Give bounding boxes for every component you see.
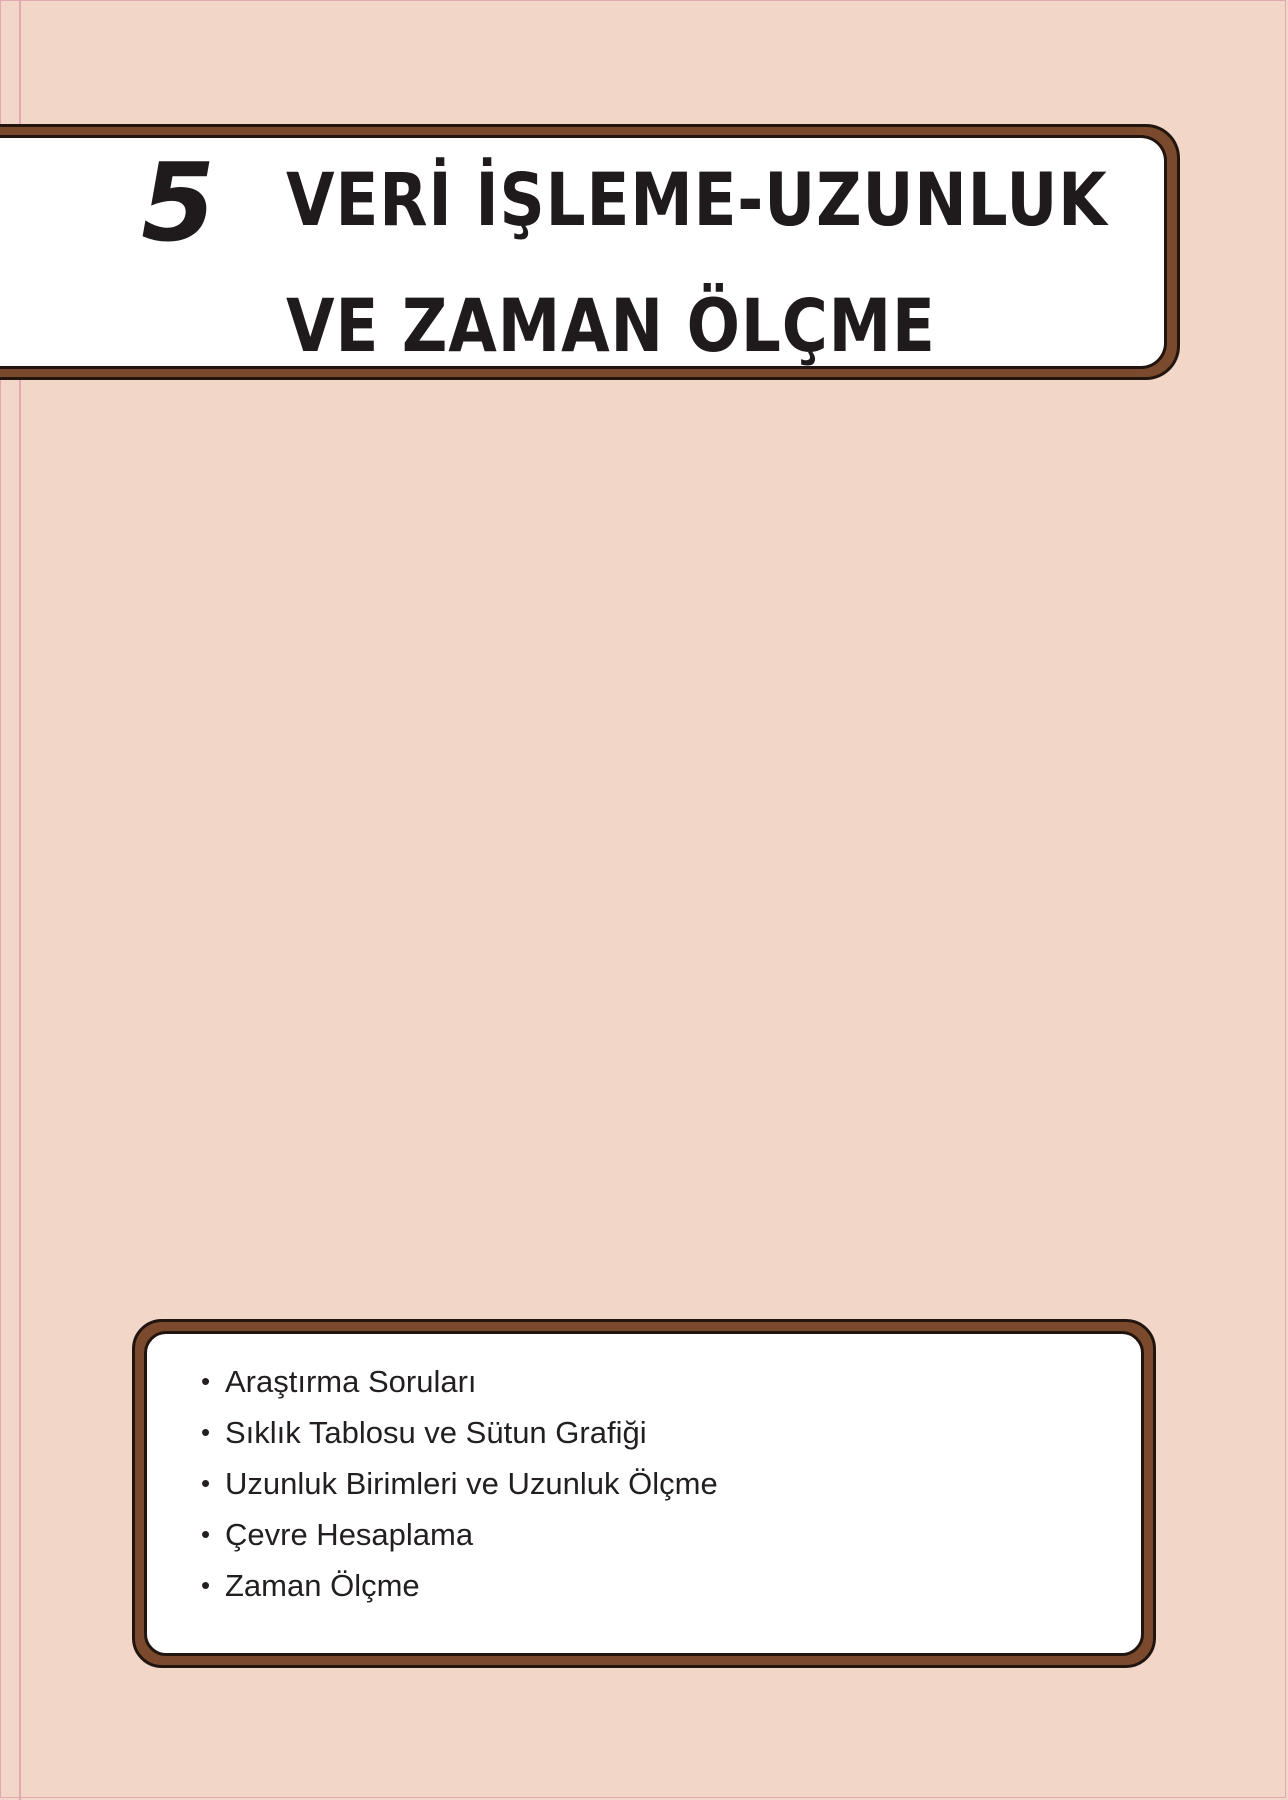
chapter-title-panel [0, 135, 1167, 369]
bullet-icon: • [201, 1519, 211, 1549]
list-item [201, 1509, 718, 1560]
topic-label: Zaman Ölçme [225, 1567, 420, 1603]
list-item [201, 1407, 718, 1458]
bullet-icon: • [201, 1366, 211, 1396]
chapter-title-line-1: VERİ İŞLEME-UZUNLUK [286, 158, 1108, 243]
topics-list [201, 1356, 718, 1611]
chapter-title [286, 138, 1108, 390]
topic-label: Çevre Hesaplama [225, 1516, 474, 1552]
topic-label: Uzunluk Birimleri ve Uzunluk Ölçme [225, 1465, 718, 1501]
list-item [201, 1560, 718, 1611]
list-item [201, 1458, 718, 1509]
bullet-icon: • [201, 1468, 211, 1498]
topics-box [132, 1319, 1156, 1668]
list-item [201, 1356, 718, 1407]
topics-panel [144, 1331, 1144, 1656]
bullet-icon: • [201, 1570, 211, 1600]
chapter-title-line-2: VE ZAMAN ÖLÇME [286, 284, 936, 369]
chapter-number: 5 [129, 141, 227, 266]
chapter-title-banner [0, 124, 1180, 380]
bullet-icon: • [201, 1417, 211, 1447]
topic-label: Araştırma Soruları [225, 1363, 477, 1399]
topic-label: Sıklık Tablosu ve Sütun Grafiği [225, 1414, 647, 1450]
